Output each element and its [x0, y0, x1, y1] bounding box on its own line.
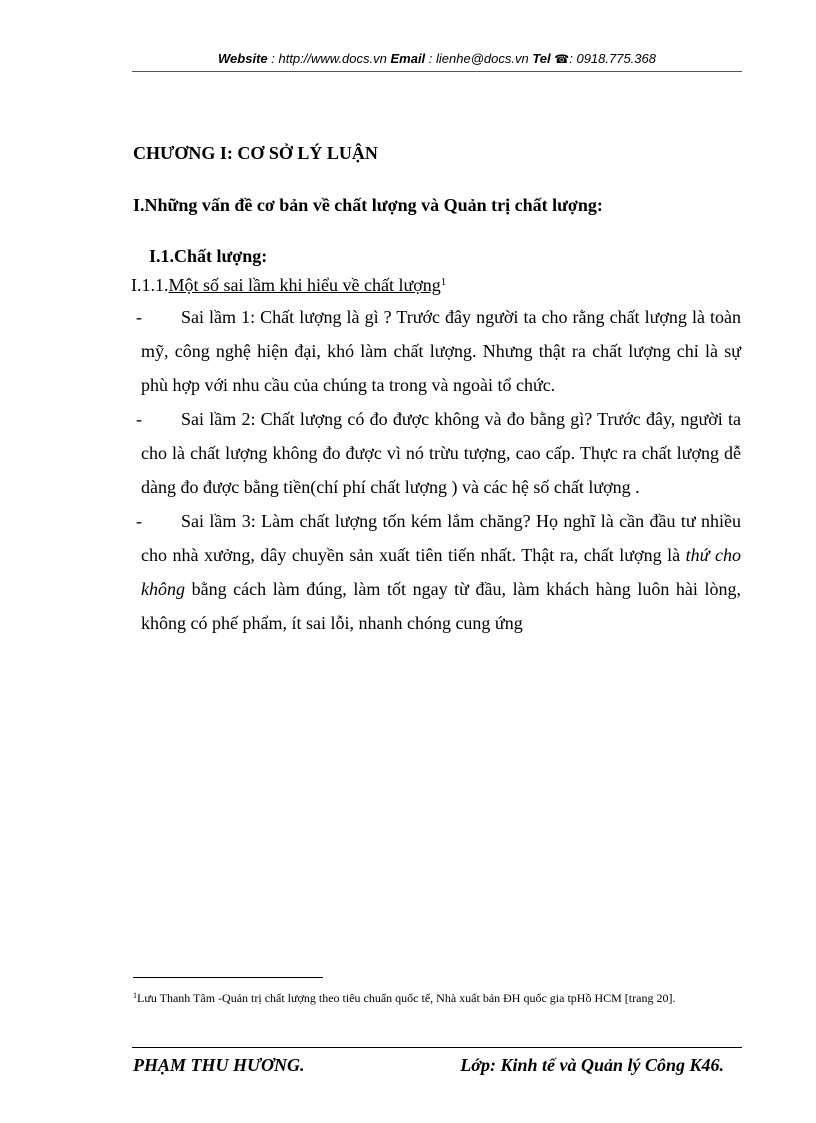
- header-divider: [132, 71, 742, 72]
- subsection-title: I.1.Chất lượng:: [149, 246, 268, 266]
- footer-divider: [132, 1047, 742, 1048]
- website-value: : http://www.docs.vn: [271, 51, 387, 66]
- footnote-reference[interactable]: 1: [440, 276, 447, 288]
- footnote-divider: [133, 977, 323, 978]
- email-value: : lienhe@docs.vn: [428, 51, 529, 66]
- subsubsection-title: Một số sai lầm khi hiểu về chất lượng: [168, 275, 441, 295]
- website-label: Website: [218, 51, 268, 66]
- subsubsection-heading: [131, 270, 446, 297]
- paragraph-emphasis: thứ cho không: [141, 545, 741, 599]
- bullet-dash: -: [136, 307, 142, 327]
- subsubsection-number: I.1.1.: [131, 275, 169, 295]
- misconception-paragraph: [136, 402, 741, 504]
- chapter-title: CHƯƠNG I: CƠ SỞ LÝ LUẬN: [133, 143, 378, 163]
- bullet-dash: -: [136, 511, 142, 531]
- paragraph-text-end: bằng cách làm đúng, làm tốt ngay từ đầu, làm khách hàng luôn hài lòng, không có phế phẩm, ít sai lỗi, nhanh chóng cung ứng: [141, 579, 741, 633]
- footnote-marker: 1: [133, 991, 137, 1000]
- paragraph-text: Sai lầm 1: Chất lượng là gì ? Trước đây người ta cho rằng chất lượng là toàn mỹ, công nghệ hiện đại, khó làm chất lượng. Nhưng thật ra chất lượng chỉ là sự phù hợp với nhu cầu của chúng ta trong và ngoài tổ chức.: [141, 307, 741, 395]
- misconception-paragraph: [136, 504, 741, 640]
- tel-value: : 0918.775.368: [569, 51, 656, 66]
- footer-author: PHẠM THU HƯƠNG.: [133, 1055, 305, 1075]
- bullet-dash: -: [136, 409, 142, 429]
- section-title: I.Những vấn đề cơ bản về chất lượng và Quản trị chất lượng:: [133, 195, 603, 215]
- footnote-text: Lưu Thanh Tâm -Quản trị chất lượng theo tiêu chuẩn quốc tế, Nhà xuất bản ĐH quốc gia tpHồ HCM [trang 20].: [137, 991, 676, 1005]
- misconception-paragraph: [136, 300, 741, 402]
- paragraph-text: Sai lầm 3: Làm chất lượng tốn kém lắm chăng? Họ nghĩ là cần đầu tư nhiều cho nhà xưởng, dây chuyền sản xuất tiên tiến nhất. Thật ra, chất lượng là: [141, 511, 741, 565]
- footnote: [133, 988, 743, 1006]
- tel-label: Tel: [532, 51, 551, 66]
- page-header: [132, 50, 742, 68]
- footer-class: Lớp: Kinh tế và Quản lý Công K46.: [460, 1055, 724, 1075]
- email-label: Email: [390, 51, 426, 66]
- body-text: [136, 300, 741, 640]
- paragraph-text: Sai lầm 2: Chất lượng có đo được không và đo bằng gì? Trước đây, người ta cho là chất lượng không đo được vì nó trừu tượng, cao cấp. Thực ra chất lượng dễ dàng đo được bằng tiền(chí phí chất lượng ) và các hệ số chất lượng .: [141, 409, 741, 497]
- phone-icon: ☎: [554, 52, 570, 66]
